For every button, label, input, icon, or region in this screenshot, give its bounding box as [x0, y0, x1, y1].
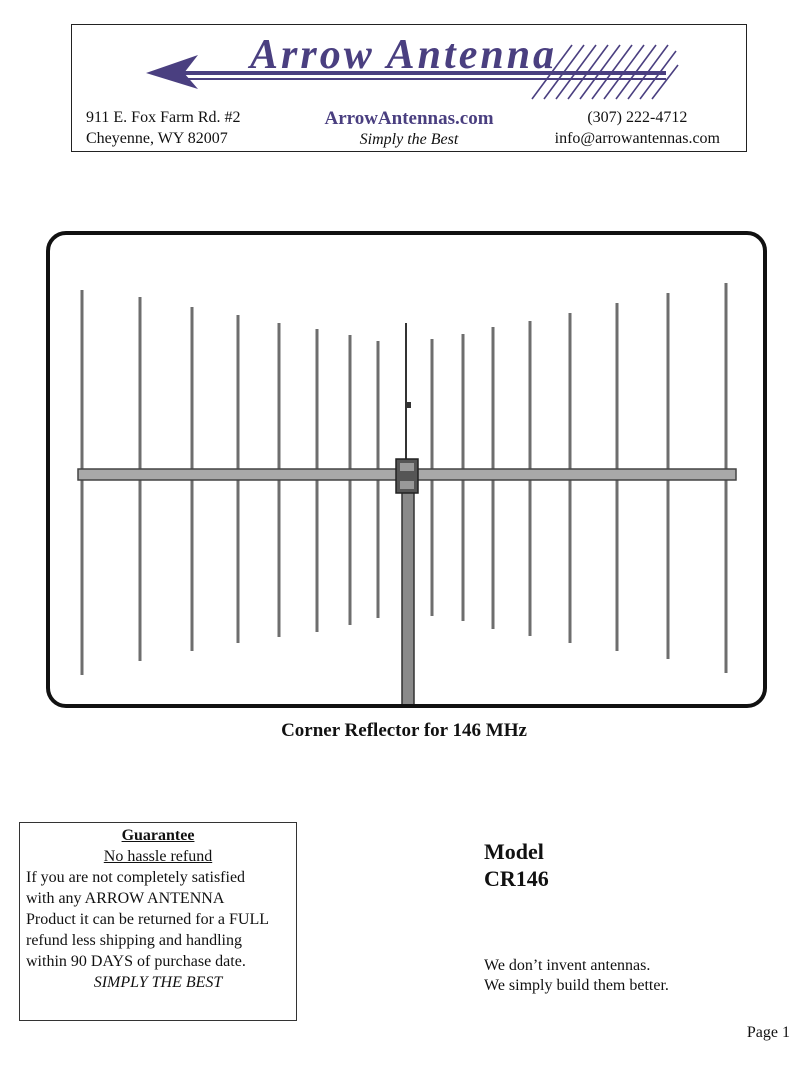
- mount-bracket-plate: [400, 481, 414, 489]
- guarantee-line: refund less shipping and handling: [26, 932, 242, 949]
- address-line2: Cheyenne, WY 82007: [86, 130, 228, 147]
- website-link[interactable]: ArrowAntennas.com: [324, 108, 494, 129]
- model-number: CR146: [484, 866, 549, 891]
- model-block: [484, 838, 549, 892]
- brand-name: Arrow Antenna: [250, 32, 558, 78]
- guarantee-body: [26, 867, 290, 972]
- guarantee-line: Product it can be returned for a FULL: [26, 911, 270, 928]
- antenna-mast: [402, 467, 414, 704]
- tagline: Simply the Best: [359, 131, 459, 148]
- antenna-image: [46, 231, 767, 708]
- guarantee-line: within 90 DAYS of purchase date.: [26, 953, 246, 970]
- guarantee-box: [19, 822, 297, 1021]
- address-line1: 911 E. Fox Farm Rd. #2: [86, 109, 241, 126]
- address: [86, 107, 241, 149]
- phone: (307) 222-4712: [587, 109, 688, 126]
- mount-bracket-plate: [400, 463, 414, 471]
- contact: [555, 107, 720, 149]
- image-caption: Corner Reflector for 146 MHz: [281, 720, 527, 741]
- guarantee-title: Guarantee: [121, 827, 195, 844]
- guarantee-line: If you are not completely satisfied: [26, 869, 246, 886]
- guarantee-line: with any ARROW ANTENNA: [26, 890, 225, 907]
- letterhead: [71, 24, 747, 152]
- guarantee-subtitle: No hassle refund: [103, 848, 213, 865]
- slogan-line1: We don’t invent antennas.: [484, 957, 651, 974]
- antenna-diagram: [50, 235, 763, 704]
- slogan-line2: We simply build them better.: [484, 977, 669, 994]
- model-label: Model: [484, 839, 544, 864]
- email-link[interactable]: info@arrowantennas.com: [554, 130, 720, 147]
- slogan: [484, 956, 669, 996]
- antenna-rod-clip: [407, 402, 411, 408]
- page-number: Page 1: [746, 1024, 790, 1041]
- guarantee-tagline: SIMPLY THE BEST: [93, 974, 223, 991]
